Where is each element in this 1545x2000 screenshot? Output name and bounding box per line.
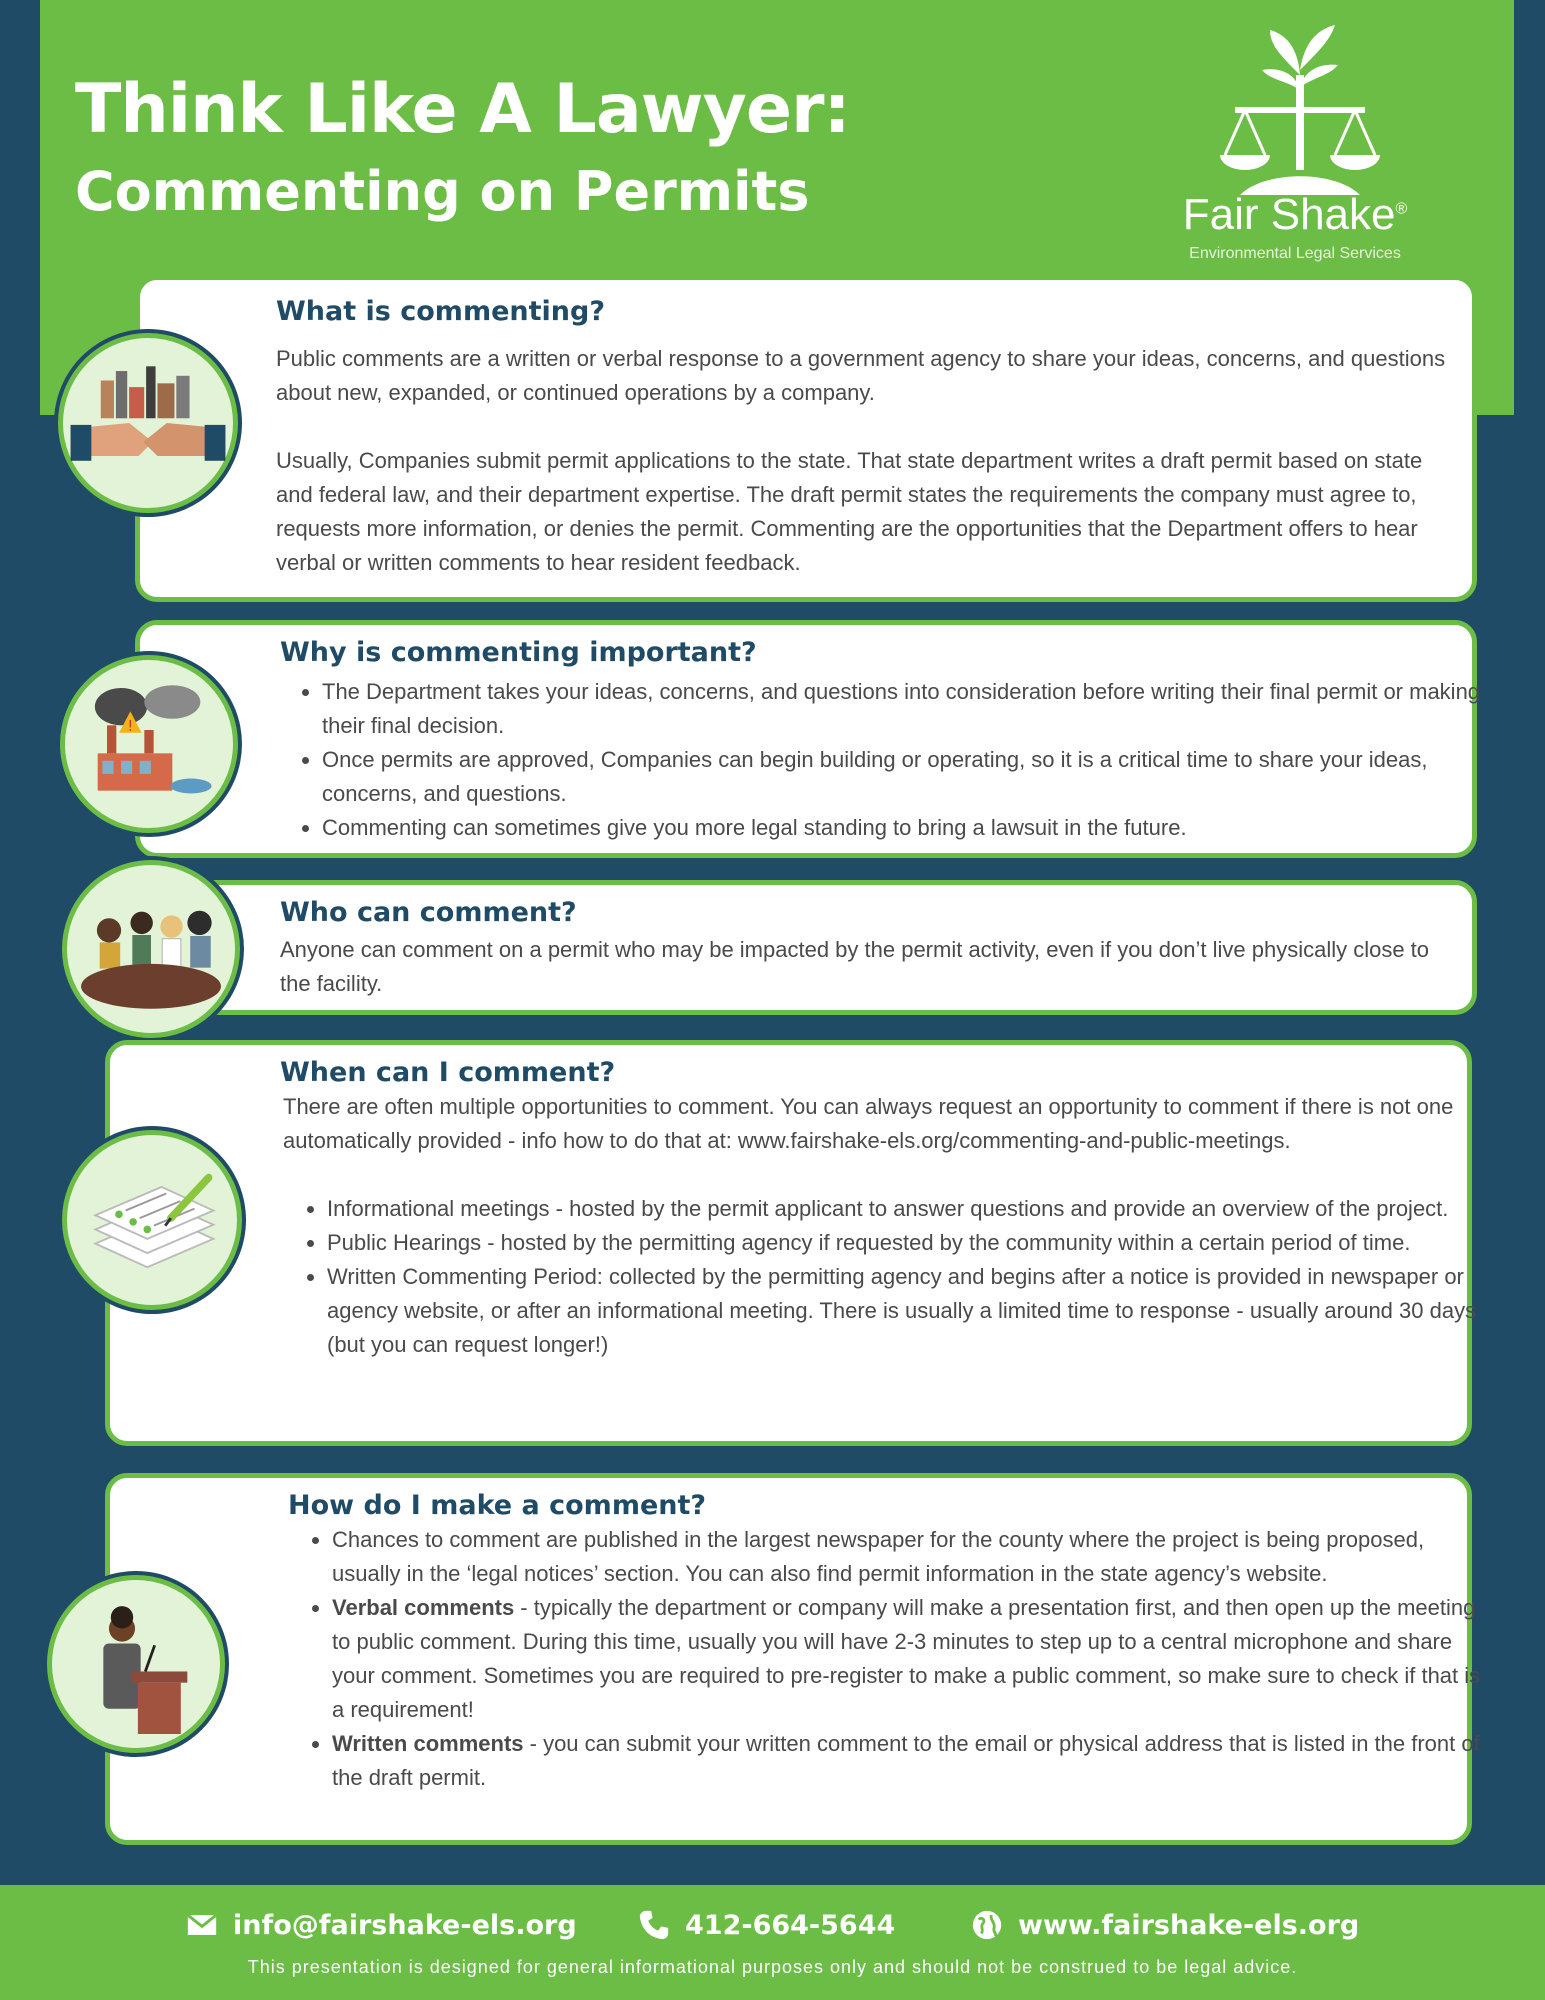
why-item: • The Department takes your ideas, concerns, and questions into consideration before writing their final permit or making their final decision. <box>322 675 1482 743</box>
what-heading: What is commenting? <box>276 296 605 327</box>
handshake-city-icon <box>58 333 238 513</box>
verbal-text: - typically the department or company will make a presentation first, and then open up the meeting to public comment. During this time, usually you will have 2-3 minutes to step up to a central microphone and share your comment. Sometimes you are required to pre-register to make a public comment, so make sure to check if that is a requirement! <box>332 1595 1481 1722</box>
footer-phone[interactable] <box>637 1905 895 1945</box>
who-card <box>190 880 1477 1015</box>
email-text: info@fairshake-els.org <box>233 1909 577 1941</box>
how-card <box>105 1473 1481 1845</box>
website-text: www.fairshake-els.org <box>1018 1909 1360 1941</box>
phone-icon <box>637 1908 671 1942</box>
documents-pen-icon <box>62 1130 242 1310</box>
what-para1: Public comments are a written or verbal response to a government agency to share your ideas, concerns, and questions about new, expanded, or continued operations by a company. <box>276 346 1446 405</box>
when-para: There are often multiple opportunities to comment. You can always request an opportunity to comment if there is not one automatically provided - info how to do that at: www.fairshake-els.org/commenting-and-public-meetings. <box>283 1094 1454 1153</box>
who-heading: Who can comment? <box>280 897 577 928</box>
how-item: • Chances to comment are published in the largest newspaper for the county where the project is being proposed, usually in the ‘legal notices’ section. You can also find permit information in the state agency’s website. <box>332 1523 1497 1591</box>
when-heading: When can I comment? <box>280 1057 616 1088</box>
when-item: • Informational meetings - hosted by the permit applicant to answer questions and provide an overview of the project. <box>327 1192 1497 1226</box>
why-heading: Why is commenting important? <box>280 637 757 668</box>
page-title: Think Like A Lawyer: <box>75 70 850 149</box>
how-item <box>332 1727 1497 1795</box>
svg-text:!: ! <box>127 716 134 735</box>
why-item: • Once permits are approved, Companies can begin building or operating, so it is a critical time to share your ideas, concerns, and questions. <box>322 743 1482 811</box>
footer-bar <box>0 1885 1545 2000</box>
written-text: - you can submit your written comment to the email or physical address that is listed in the front of the draft permit. <box>332 1731 1480 1790</box>
when-item: • Public Hearings - hosted by the permitting agency if requested by the community within a certain period of time. <box>327 1226 1497 1260</box>
logo-name: Fair Shake® <box>1182 190 1408 239</box>
who-para: Anyone can comment on a permit who may be impacted by the permit activity, even if you don’t live physically close to the facility. <box>280 937 1430 996</box>
factory-pollution-icon <box>60 655 238 833</box>
footer-website[interactable] <box>970 1905 1359 1945</box>
written-label: Written comments <box>332 1731 524 1756</box>
when-item: • Written Commenting Period: collected by the permitting agency and begins after a notice is provided in newspaper or agency website, or after an informational meeting. There is usually a limited time to response - usually around 30 days (but you can request longer!) <box>327 1260 1497 1362</box>
why-card <box>135 620 1481 858</box>
why-list <box>280 675 1482 845</box>
what-card <box>135 275 1477 602</box>
envelope-icon <box>185 1908 219 1942</box>
when-card <box>105 1040 1477 1446</box>
how-heading: How do I make a comment? <box>288 1490 707 1521</box>
group-meeting-icon <box>62 860 240 1038</box>
phone-text: 412-664-5644 <box>685 1909 896 1941</box>
how-list <box>290 1523 1497 1795</box>
verbal-label: Verbal comments <box>332 1595 515 1620</box>
speaker-podium-icon <box>47 1575 225 1753</box>
what-para2: Usually, Companies submit permit applications to the state. That state department writes a draft permit based on state and federal law, and their department expertise. The draft permit states the requirements the company must agree to, requests more information, or denies the permit. Commenting are the opportunities that the Department offers to hear verbal or written comments to hear resident feedback. <box>276 448 1423 575</box>
globe-icon <box>970 1908 1004 1942</box>
when-list <box>285 1192 1497 1362</box>
logo-tagline: Environmental Legal Services <box>1189 245 1401 262</box>
how-item <box>332 1591 1497 1727</box>
page-subtitle: Commenting on Permits <box>75 160 810 223</box>
why-item: • Commenting can sometimes give you more legal standing to bring a lawsuit in the future. <box>322 811 1482 845</box>
footer-email[interactable] <box>185 1905 577 1945</box>
disclaimer: This presentation is designed for general informational purposes only and should not be construed to be legal advice. <box>247 1957 1298 1977</box>
